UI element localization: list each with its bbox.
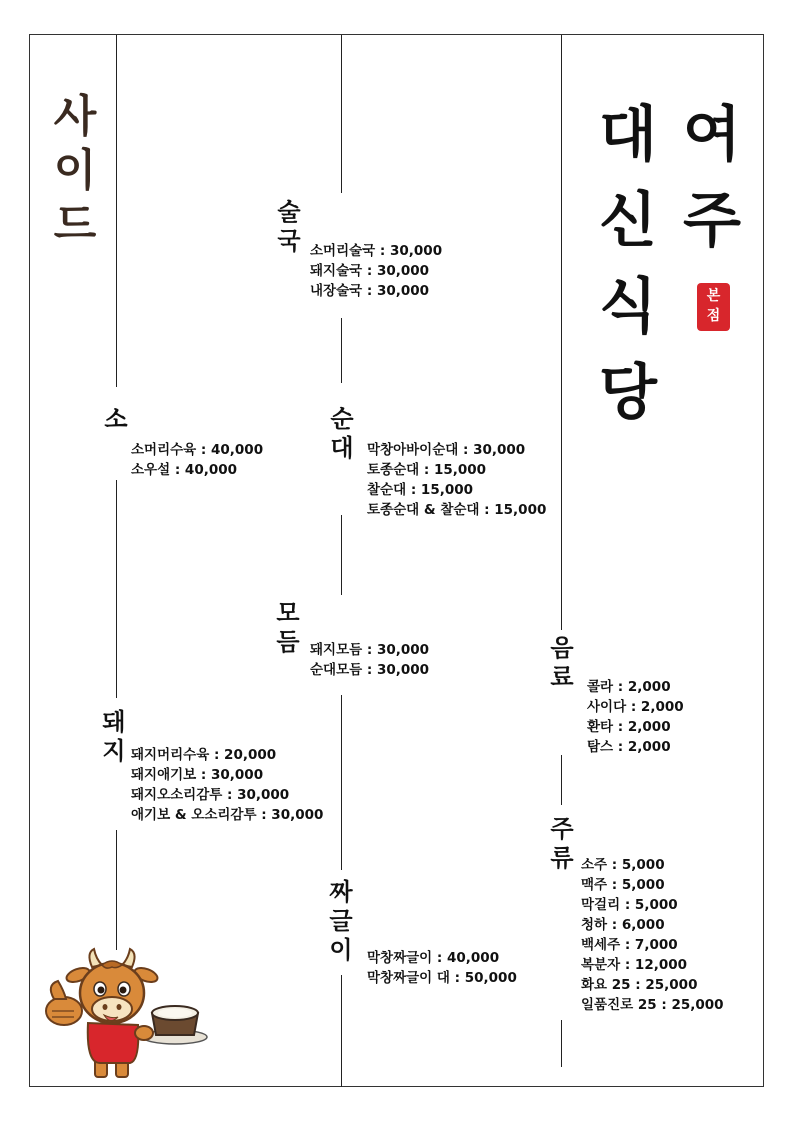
main-branch-stamp xyxy=(697,283,730,331)
section-items-so xyxy=(131,440,263,480)
section-items-sundae xyxy=(367,440,546,520)
section-title-char: 짜 xyxy=(329,878,353,906)
section-title-char: 이 xyxy=(329,936,353,964)
menu-item: 백세주 : 7,000 xyxy=(581,937,678,953)
menu-item: 토종순대 : 15,000 xyxy=(367,462,487,478)
menu-item: 콜라 : 2,000 xyxy=(587,679,671,695)
brand-char: 식 xyxy=(599,272,657,342)
section-title-char: 류 xyxy=(550,844,574,872)
section-title-dwaeji xyxy=(100,708,128,766)
section-title-char: 음 xyxy=(550,634,574,662)
section-items-jjageuli xyxy=(367,948,517,988)
divider-line xyxy=(116,830,117,950)
section-title-char: 모 xyxy=(276,599,300,627)
brand-char: 신 xyxy=(599,186,657,256)
stamp-char: 점 xyxy=(706,308,721,324)
menu-item: 복분자 : 12,000 xyxy=(581,957,688,973)
section-items-eumryo xyxy=(587,677,684,757)
cow-mascot-icon xyxy=(40,945,210,1085)
menu-item: 막창짜글이 대 : 50,000 xyxy=(367,970,517,986)
section-items-sulguk xyxy=(310,241,442,301)
menu-item: 청하 : 6,000 xyxy=(581,917,665,933)
divider-line xyxy=(116,35,117,387)
brand-char: 여 xyxy=(683,100,741,170)
menu-item: 토종순대 & 찰순대 : 15,000 xyxy=(367,502,547,518)
section-title-so xyxy=(102,405,130,434)
menu-item: 돼지오소리감투 : 30,000 xyxy=(131,787,290,803)
section-title-char: 듬 xyxy=(276,628,300,656)
section-title-char: 국 xyxy=(277,227,301,255)
brand-name-col2 xyxy=(672,92,752,264)
divider-line xyxy=(341,35,342,193)
brand-char: 대 xyxy=(599,100,657,170)
divider-line xyxy=(116,480,117,698)
menu-item: 소머리수육 : 40,000 xyxy=(131,442,264,458)
menu-item: 내장술국 : 30,000 xyxy=(310,283,430,299)
divider-line xyxy=(341,975,342,1087)
section-title-char: 대 xyxy=(330,434,354,462)
section-title-jjageuli xyxy=(327,878,355,965)
section-items-modeum xyxy=(310,640,429,680)
side-title-char: 드 xyxy=(53,199,97,250)
section-title-char: 글 xyxy=(329,907,353,935)
side-menu-title xyxy=(50,90,100,252)
section-title-char: 료 xyxy=(550,663,574,691)
section-items-dwaeji xyxy=(131,745,323,825)
menu-item: 환타 : 2,000 xyxy=(587,719,671,735)
menu-item: 맥주 : 5,000 xyxy=(581,877,665,893)
section-items-juryu xyxy=(581,855,724,1015)
menu-item: 소머리술국 : 30,000 xyxy=(310,243,443,259)
menu-item: 찰순대 : 15,000 xyxy=(367,482,474,498)
section-title-char: 주 xyxy=(550,815,574,843)
menu-item: 일품진로 25 : 25,000 xyxy=(581,997,724,1013)
menu-item: 화요 25 : 25,000 xyxy=(581,977,698,993)
section-title-sundae xyxy=(328,405,356,463)
section-title-eumryo xyxy=(548,634,576,692)
divider-line xyxy=(561,755,562,805)
menu-item: 사이다 : 2,000 xyxy=(587,699,684,715)
menu-item: 막걸리 : 5,000 xyxy=(581,897,678,913)
divider-line xyxy=(341,318,342,383)
divider-line xyxy=(341,695,342,870)
section-title-char: 돼 xyxy=(102,708,126,736)
divider-line xyxy=(561,1020,562,1067)
menu-item: 돼지술국 : 30,000 xyxy=(310,263,430,279)
divider-line xyxy=(341,515,342,595)
section-title-char: 순 xyxy=(330,405,354,433)
section-title-juryu xyxy=(548,815,576,873)
menu-item: 막창짜글이 : 40,000 xyxy=(367,950,500,966)
menu-item: 돼지모듬 : 30,000 xyxy=(310,642,430,658)
menu-item: 돼지머리수육 : 20,000 xyxy=(131,747,277,763)
menu-item: 막창아바이순대 : 30,000 xyxy=(367,442,526,458)
section-title-char: 지 xyxy=(102,737,126,765)
section-title-char: 술 xyxy=(277,198,301,226)
divider-line xyxy=(561,35,562,630)
side-title-char: 사 xyxy=(53,91,97,142)
stamp-char: 본 xyxy=(706,288,721,304)
menu-item: 애기보 & 오소리감투 : 30,000 xyxy=(131,807,324,823)
side-title-char: 이 xyxy=(53,145,97,196)
section-title-sulguk xyxy=(275,198,303,256)
brand-char: 주 xyxy=(683,186,741,256)
brand-name-col1 xyxy=(588,92,668,436)
brand-char: 당 xyxy=(599,358,657,428)
menu-item: 돼지애기보 : 30,000 xyxy=(131,767,264,783)
menu-item: 순대모듬 : 30,000 xyxy=(310,662,430,678)
menu-item: 탐스 : 2,000 xyxy=(587,739,671,755)
menu-item: 소주 : 5,000 xyxy=(581,857,665,873)
menu-item: 소우설 : 40,000 xyxy=(131,462,238,478)
section-title-char: 소 xyxy=(104,405,128,433)
section-title-modeum xyxy=(274,599,302,657)
